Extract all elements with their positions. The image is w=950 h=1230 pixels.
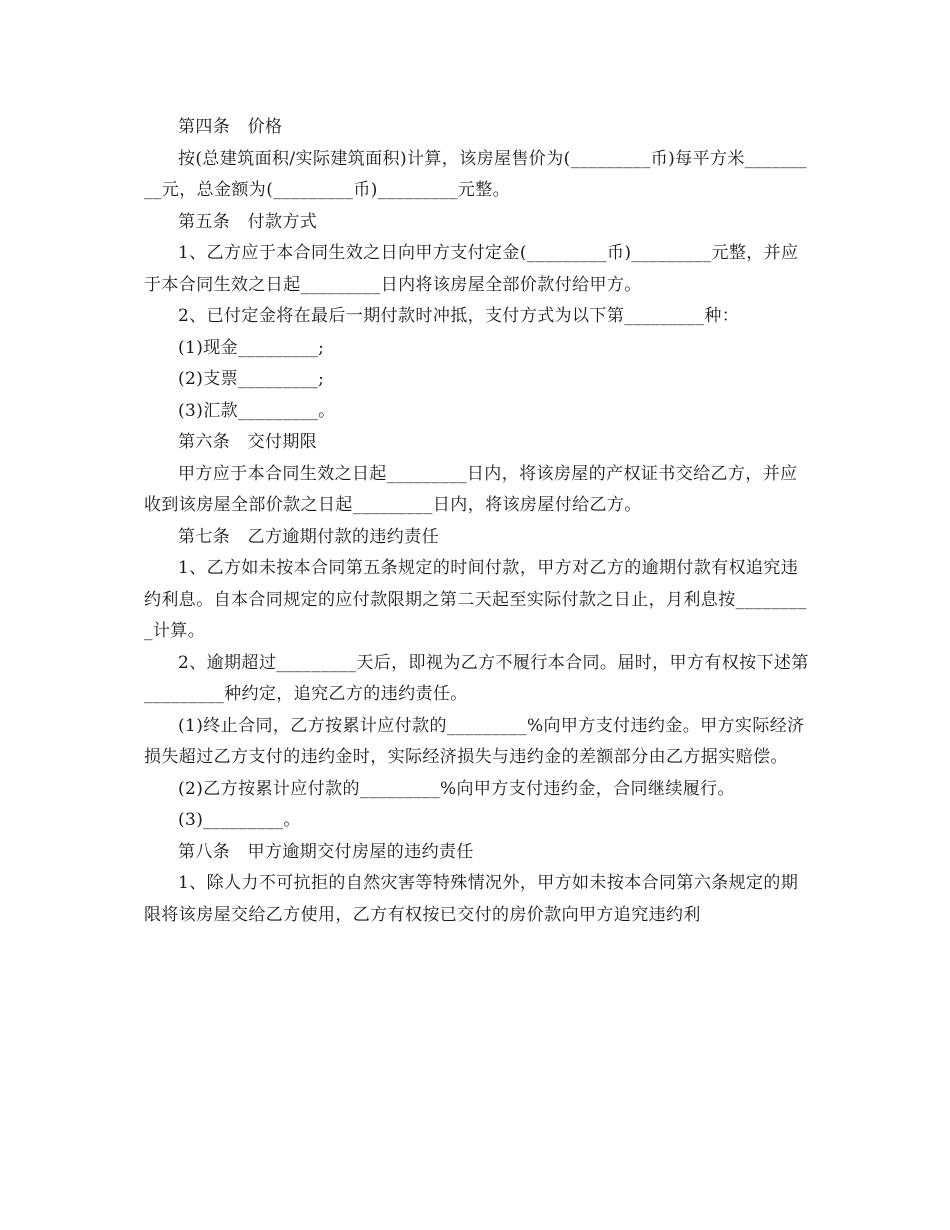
- late-delivery-clause: 1、除人力不可抗拒的自然灾害等特殊情况外，甲方如未按本合同第六条规定的期限将该房屋交给乙方使用，乙方有权按已交付的房价款向甲方追究违约利: [144, 873, 799, 925]
- late-payment-interest-clause: 1、乙方如未按本合同第五条规定的时间付款，甲方对乙方的逾期付款有权追究违约利息。自本合同规定的应付款限期之第二天起至实际付款之日止，月利息按_________计算。: [144, 558, 807, 641]
- article-8-heading: 第八条 甲方逾期交付房屋的违约责任: [178, 841, 474, 862]
- payment-option-check: (2)支票_________;: [178, 369, 325, 389]
- breach-option-1: (1)终止合同，乙方按累计应付款的_________%向甲方支付违约金。甲方实际经济损失超过乙方支付的违约金时，实际经济损失与违约金的差额部分由乙方据实赔偿。: [144, 715, 805, 767]
- breach-option-3: (3)_________。: [178, 810, 301, 830]
- article-7-heading: 第七条 乙方逾期付款的违约责任: [178, 526, 439, 547]
- article-5-heading: 第五条 付款方式: [178, 211, 318, 232]
- document-body: [144, 112, 810, 931]
- payment-option-remittance: (3)汇款_________。: [178, 400, 336, 421]
- deposit-clause: 1、乙方应于本合同生效之日向甲方支付定金(_________币)_________元整，并应于本合同生效之日起_________日内将该房屋全部价款付给甲方。: [144, 243, 799, 295]
- breach-option-2: (2)乙方按累计应付款的_________%向甲方支付违约金，合同继续履行。: [178, 778, 735, 799]
- price-clause: 按(总建筑面积/实际建筑面积)计算，该房屋售价为(_________币)每平方米_________元，总金额为(_________币)_________元整。: [144, 148, 808, 200]
- payment-option-cash: (1)现金_________;: [178, 337, 325, 358]
- article-4-heading: 第四条 价格: [178, 117, 283, 137]
- article-6-heading: 第六条 交付期限: [178, 432, 318, 452]
- payment-method-clause: 2、已付定金将在最后一期付款时冲抵，支付方式为以下第_________种：: [178, 306, 740, 326]
- delivery-clause: 甲方应于本合同生效之日起_________日内，将该房屋的产权证书交给乙方，并应收到该房屋全部价款之日起_________日内，将该房屋付给乙方。: [144, 463, 798, 515]
- overdue-breach-clause: 2、逾期超过_________天后，即视为乙方不履行本合同。届时，甲方有权按下述第_________种约定，追究乙方的违约责任。: [144, 652, 809, 704]
